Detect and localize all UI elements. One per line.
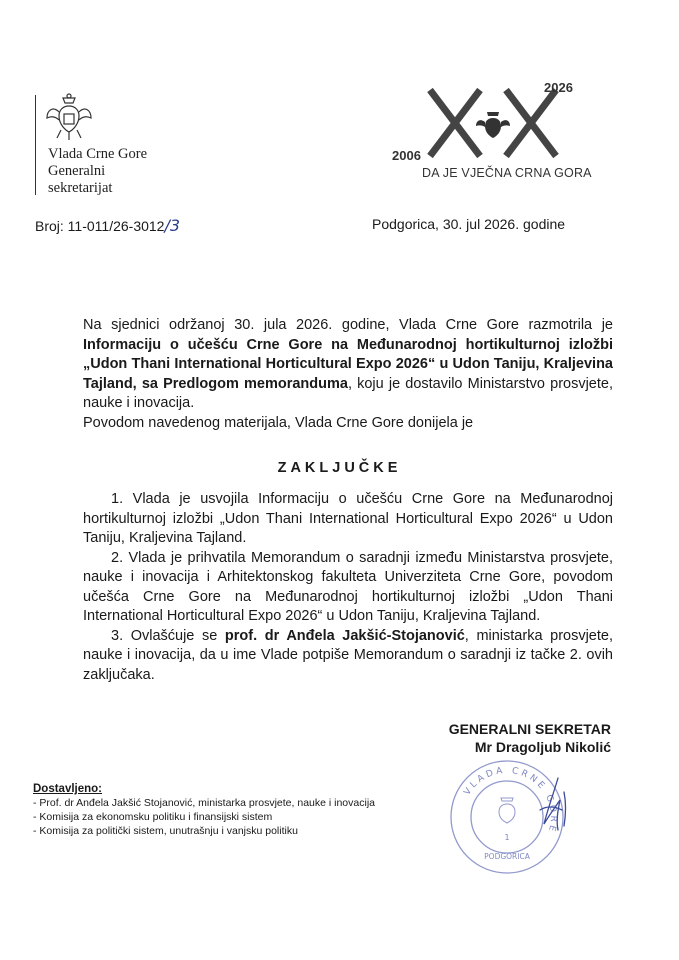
document-number	[35, 216, 180, 235]
gov-line-3: sekretarijat	[48, 180, 113, 196]
intro-part-2: je	[601, 317, 613, 333]
government-name	[48, 146, 147, 197]
intro-decision-line: Povodom navedenog materijala, Vlada Crne Gore donijela je	[83, 414, 474, 431]
gov-line-2: Generalni	[48, 163, 106, 179]
intro-part-1: Na sjednici održanoj 30. jula 2026. godine, Vlada Crne Gore razmotrila	[83, 317, 593, 333]
distribution-list	[33, 782, 375, 838]
conclusion-3	[83, 627, 613, 686]
conclusion-2: 2. Vlada je prihvatila Memorandum o saradnji između Ministarstva prosvjete, nauke i inovacija i Arhitektonskog fakulteta Univerziteta Crne Gore, povodom učešća Crne Gore na Međunarodnoj hortikulturnoj izložbi „Udon Thani International Horticultural Expo 2026“ u Udon Taniju, Kraljevina Tajland.	[83, 549, 613, 624]
logo-slogan: DA JE VJEČNA CRNA GORA	[422, 166, 592, 180]
conclusion-3-part-1: 3. Ovlašćuje se	[111, 627, 225, 644]
distribution-item: - Komisija za ekonomsku politiku i finansijski sistem	[33, 811, 273, 823]
header-divider	[35, 95, 36, 195]
intro-part-4: , koju je dostavilo Ministarstvo prosvjete, nauke i inovacija.	[83, 375, 613, 411]
conclusions-list	[83, 490, 613, 685]
logo-year-2006: 2006	[392, 148, 421, 163]
stamp-city: PODGORICA	[484, 852, 530, 861]
conclusion-3-part-3: , ministarka prosvjete, nauke i inovacija, da u ime Vlade potpiše Memorandum o saradnji iz tačke 2. ovih zaključaka.	[83, 627, 613, 683]
handwritten-signature-icon	[500, 770, 590, 850]
handwritten-suffix: /3	[164, 216, 181, 235]
distribution-item: - Komisija za politički sistem, unutrašnju i vanjsku politiku	[33, 825, 298, 837]
logo-year-2026: 2026	[544, 80, 573, 95]
place-and-date: Podgorica, 30. jul 2026. godine	[372, 216, 566, 232]
coat-of-arms-icon	[45, 92, 93, 144]
stamp-number: 1	[504, 833, 510, 842]
intro-text	[83, 316, 613, 414]
conclusions-title: ZAKLJUČKE	[277, 460, 402, 476]
conclusion-1: 1. Vlada je usvojila Informaciju o učešću Crne Gore na Međunarodnoj hortikulturnoj izložbi „Udon Thani International Horticultural Expo 2026“ u Udon Taniju, Kraljevina Tajland.	[83, 491, 613, 546]
intro-paragraph	[83, 316, 613, 433]
conclusion-3-minister: prof. dr Anđela Jakšić-Stojanović	[224, 627, 465, 644]
signatory-name: Mr Dragoljub Nikolić	[474, 739, 611, 755]
gov-line-1: Vlada Crne Gore	[48, 146, 148, 162]
document-number-label: Broj: 11-011/26-3012	[35, 218, 165, 234]
intro-bold-subject: Informaciju o učešću Crne Gore na Međunarodnoj hortikulturnoj izložbi „Udon Thani International Horticultural Expo 2026“ u Udon Taniju, Kraljevina Tajland, sa Predlogom memoranduma	[83, 336, 613, 392]
distribution-title: Dostavljeno:	[33, 783, 103, 795]
signatory-role: GENERALNI SEKRETAR	[448, 721, 611, 737]
distribution-item: - Prof. dr Anđela Jakšić Stojanović, ministarka prosvjete, nauke i inovacija	[33, 797, 375, 809]
signature-block	[449, 720, 611, 756]
stamp-ring-text: VLADA CRNE GORE	[462, 765, 559, 835]
